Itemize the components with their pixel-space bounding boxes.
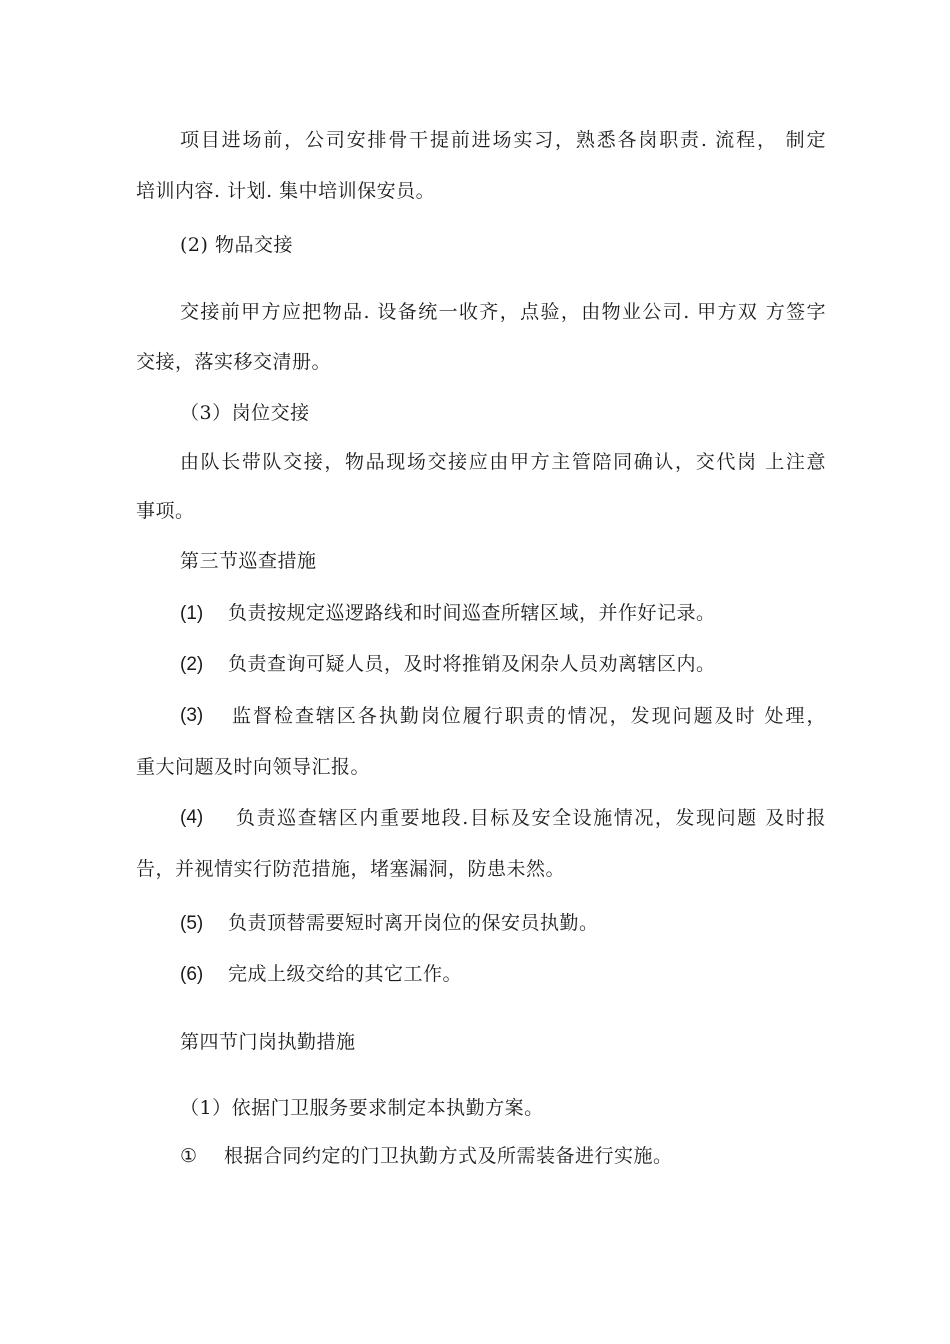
list-item [180, 806, 826, 830]
subheading-gate-plan: （1）依据门卫服务要求制定本执勤方案。 [180, 1097, 544, 1119]
list-text-continued: 告，并视情实行防范措施，堵塞漏洞，防患未然。 [136, 858, 566, 880]
list-text: 负责顶替需要短时离开岗位的保安员执勤。 [228, 912, 599, 934]
paragraph-line: 由队长带队交接，物品现场交接应由甲方主管陪同确认，交代岗 上注意 [180, 451, 826, 473]
list-text: 负责查询可疑人员，及时将推销及闲杂人员劝离辖区内。 [228, 653, 716, 675]
section-title-patrol: 第三节巡查措施 [180, 550, 317, 572]
list-text-continued: 重大问题及时向领导汇报。 [136, 756, 371, 778]
list-item [180, 704, 826, 728]
list-text: 负责按规定巡逻路线和时间巡查所辖区域，并作好记录。 [228, 602, 716, 624]
list-text: 完成上级交给的其它工作。 [228, 963, 463, 985]
list-number: (5) [180, 913, 204, 934]
paragraph-line: 交接，落实移交清册。 [136, 351, 332, 373]
list-number: (4) [180, 807, 204, 828]
subheading-goods-handover: (2) 物品交接 [180, 234, 293, 256]
paragraph-line: 交接前甲方应把物品. 设备统一收齐，点验，由物业公司. 甲方双 方签字 [180, 301, 826, 323]
list-item [180, 911, 826, 936]
paragraph-line: 项目进场前，公司安排骨干提前进场实习，熟悉各岗职责. 流程， 制定 [180, 129, 826, 151]
list-number: (6) [180, 964, 204, 985]
paragraph-line: 事项。 [136, 500, 195, 522]
subheading-post-handover: （3）岗位交接 [180, 402, 310, 424]
paragraph-line: 培训内容. 计划. 集中培训保安员。 [136, 180, 436, 202]
list-number: (1) [180, 603, 204, 624]
list-item [180, 601, 826, 626]
list-item [180, 962, 826, 987]
list-item [180, 1144, 826, 1168]
list-text: 负责巡查辖区内重要地段.目标及安全设施情况，发现问题 及时报 [236, 807, 826, 829]
list-text: 根据合同约定的门卫执勤方式及所需装备进行实施。 [224, 1145, 673, 1167]
list-number: (3) [180, 705, 204, 726]
section-title-gate: 第四节门岗执勤措施 [180, 1031, 356, 1053]
list-number: (2) [180, 654, 204, 675]
list-text: 监督检查辖区各执勤岗位履行职责的情况，发现问题及时 处理， [232, 705, 826, 727]
list-item [180, 652, 826, 677]
list-number: ① [180, 1145, 198, 1167]
